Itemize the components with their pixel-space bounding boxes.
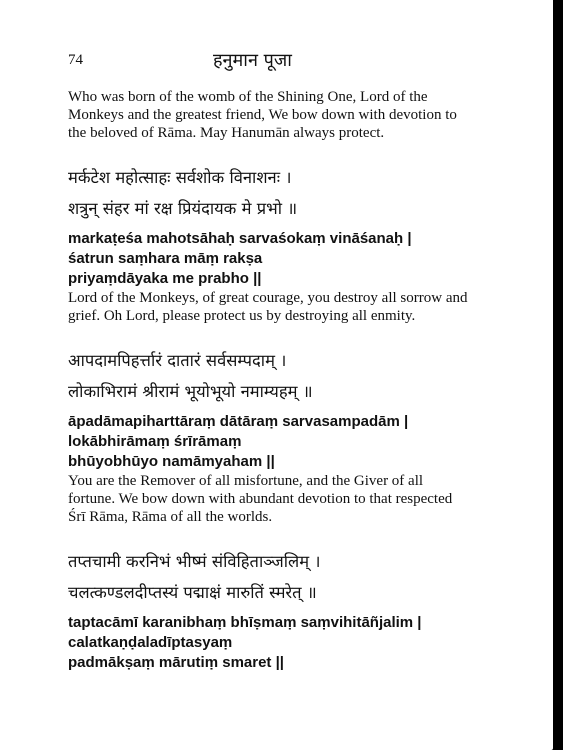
verse-1-transliteration-line-3: priyaṃdāyaka me prabho ||: [68, 270, 262, 287]
page-header: [0, 48, 553, 74]
verse-1-transliteration-line-1: markaṭeśa mahotsāhaḥ sarvaśokaṃ vināśanaḥ |: [68, 230, 412, 247]
verse-1-translation: Lord of the Monkeys, of great courage, you destroy all sorrow and grief. Oh Lord, please protect us by destroying all enmity.: [68, 290, 468, 324]
verse-2-transliteration-line-2: lokābhirāmaṃ śrīrāmaṃ: [68, 433, 242, 450]
page-number: 74: [68, 52, 83, 68]
verse-2: [68, 350, 468, 526]
verse-3-transliteration-line-3: padmākṣaṃ mārutiṃ smaret ||: [68, 654, 284, 671]
verse-3-devanagari-line-2: चलत्कण्डलदीप्तस्यं पद्माक्षं मारुतिं स्मरेत् ॥: [68, 583, 317, 602]
verse-1-devanagari-line-2: शत्रुन् संहर मां रक्ष प्रियंदायक मे प्रभो ॥: [68, 199, 298, 218]
verse-1-transliteration-line-2: śatrun saṃhara māṃ rakṣa: [68, 250, 263, 267]
verse-3-devanagari-line-1: तप्तचामी करनिभं भीष्मं संविहिताञ्जलिम् ।: [68, 552, 321, 571]
intro-translation: Who was born of the womb of the Shining One, Lord of the Monkeys and the greatest friend, We bow down with devotion to the beloved of Rāma. May Hanumān always protect.: [68, 89, 457, 141]
verse-3-transliteration-line-2: calatkaṇḍaladīptasyaṃ: [68, 634, 233, 651]
verse-1: [68, 167, 468, 325]
verse-2-devanagari-line-2: लोकाभिरामं श्रीरामं भूयोभूयो नमाम्यहम् ॥: [68, 382, 313, 401]
verse-1-devanagari-line-1: मर्कटेश महोत्साहः सर्वशोक विनाशनः ।: [68, 168, 292, 187]
page-content: [68, 88, 468, 673]
verse-3-transliteration-line-1: taptacāmī karanibhaṃ bhīṣmaṃ saṃvihitāñjalim |: [68, 614, 422, 631]
verse-2-translation: You are the Remover of all misfortune, and the Giver of all fortune. We bow down with abundant devotion to that respected Śrī Rāma, Rāma of all the worlds.: [68, 473, 453, 525]
verse-3: [68, 551, 468, 673]
verse-2-transliteration-line-3: bhūyobhūyo namāmyaham ||: [68, 453, 275, 470]
verse-2-transliteration-line-1: āpadāmapiharttāraṃ dātāraṃ sarvasampadām |: [68, 413, 409, 430]
running-title: हनुमान पूजा: [213, 50, 292, 71]
verse-2-devanagari-line-1: आपदामपिहर्त्तारं दातारं सर्वसम्पदाम् ।: [68, 351, 287, 370]
